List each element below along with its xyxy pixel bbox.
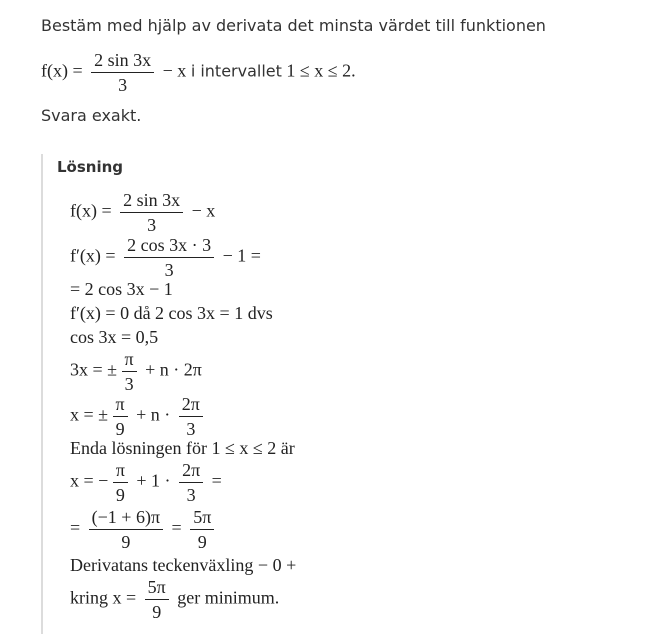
line-lhs: kring x = [70,587,137,608]
fraction-numerator: π [113,460,128,483]
line-tail: − 1 = [222,245,261,266]
solution-line-10 [70,507,218,552]
fraction-numerator: π [122,349,137,372]
answer-hint: Svara exakt. [41,106,142,125]
fraction-denominator: 3 [118,75,128,95]
function-fraction [91,50,154,95]
solution-line-5: cos 3x = 0,5 [70,327,159,347]
line-tail: ger minimum. [177,587,280,608]
line-fraction-2 [190,507,214,552]
fraction-numerator: 2 sin 3x [91,50,154,73]
fraction-denominator: 9 [152,602,162,622]
line-lhs: = [70,517,81,538]
interval-label: i intervallet [190,61,282,81]
fraction-numerator: 2π [179,394,203,417]
fraction-numerator: 5π [145,577,169,600]
solution-line-4: f′(x) = 0 då 2 cos 3x = 1 dvs [70,303,273,323]
line-fraction-1 [113,394,128,439]
fraction-numerator: 2 cos 3x · 3 [124,235,214,258]
line-fraction [124,235,214,280]
interval-value: 1 ≤ x ≤ 2. [286,60,356,81]
question-function [41,50,356,95]
fraction-denominator: 9 [121,532,131,552]
fraction-numerator: π [113,394,128,417]
line-lhs: f(x) = [70,200,112,221]
solution-line-11: Derivatans teckenväxling − 0 + [70,555,297,575]
line-fraction [122,349,137,394]
line-tail: + n · 2π [145,359,202,380]
fraction-denominator: 3 [186,485,196,505]
solution-box [41,154,643,634]
question-intro: Bestäm med hjälp av derivata det minsta värdet till funktionen [41,16,546,35]
fraction-numerator: 2 sin 3x [120,190,183,213]
solution-line-6 [70,349,202,394]
line-mid: + n · [136,404,171,425]
line-lhs: x = − [70,470,109,491]
line-fraction [145,577,169,622]
line-fraction-1 [89,507,163,552]
fraction-numerator: 2π [179,460,203,483]
fraction-denominator: 3 [147,215,157,235]
line-mid: = [171,517,182,538]
fraction-denominator: 9 [197,532,207,552]
solution-line-7 [70,394,207,439]
fraction-denominator: 3 [164,260,174,280]
solution-line-12 [70,577,279,622]
fraction-denominator: 9 [115,485,125,505]
line-fraction [120,190,183,235]
solution-line-2 [70,235,261,280]
solution-line-9 [70,460,222,505]
fraction-numerator: (−1 + 6)π [89,507,163,530]
line-fraction-1 [113,460,128,505]
fraction-numerator: 5π [190,507,214,530]
fraction-denominator: 9 [115,419,125,439]
line-fraction-2 [179,394,203,439]
line-tail: = [211,470,222,491]
line-lhs: x = ± [70,404,109,425]
line-tail: − x [191,200,216,221]
line-lhs: f′(x) = [70,245,116,266]
function-tail: − x [162,60,187,81]
fraction-denominator: 3 [124,374,134,394]
solution-line-8: Enda lösningen för 1 ≤ x ≤ 2 är [70,438,295,458]
solution-line-3: = 2 cos 3x − 1 [70,279,173,299]
solution-line-1 [70,190,215,235]
line-mid: + 1 · [136,470,171,491]
line-lhs: 3x = ± [70,359,118,380]
line-fraction-2 [179,460,203,505]
fraction-denominator: 3 [186,419,196,439]
function-lhs: f(x) = [41,60,83,81]
solution-title: Lösning [57,158,124,176]
